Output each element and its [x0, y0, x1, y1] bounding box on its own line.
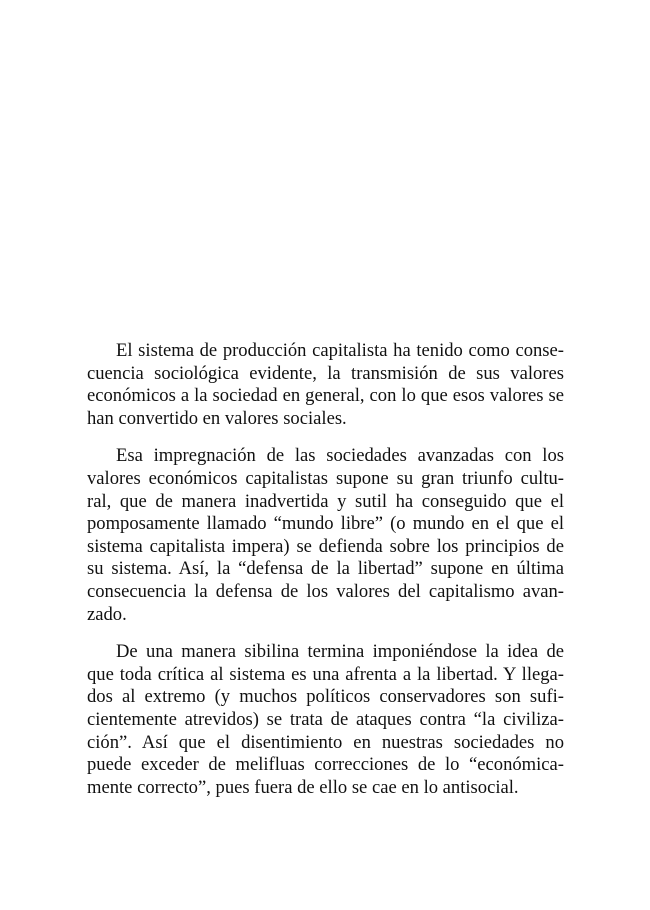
paragraph-3 [87, 641, 564, 799]
text-line: Esa impregnación de las sociedades avanzadas con los [116, 445, 564, 467]
text-line: dos al extremo (y muchos políticos conservadores son sufi- [87, 686, 564, 708]
text-line: sistema capitalista impera) se defienda sobre los principios de [87, 535, 564, 557]
text-line: De una manera sibilina termina imponiéndose la idea de [116, 641, 564, 663]
paragraph-2 [87, 445, 564, 626]
text-line: su sistema. Así, la “defensa de la libertad” supone en última [87, 558, 564, 580]
text-line: valores económicos capitalistas supone su gran triunfo cultu- [87, 467, 564, 489]
text-line: pomposamente llamado “mundo libre” (o mundo en el que el [87, 513, 564, 535]
text-line: El sistema de producción capitalista ha tenido como conse- [116, 340, 564, 361]
text-line: mente correcto”, pues fuera de ello se cae en lo antisocial. [87, 776, 519, 798]
paragraph-1 [87, 340, 564, 430]
text-line: puede exceder de melifluas correcciones de lo “económica- [87, 754, 564, 776]
text-line: ral, que de manera inadvertida y sutil ha conseguido que el [87, 490, 564, 512]
text-line: consecuencia la defensa de los valores del capitalismo avan- [87, 580, 564, 602]
text-line: cuencia sociológica evidente, la transmisión de sus valores [87, 362, 564, 384]
text-line: han convertido en valores sociales. [87, 407, 347, 429]
text-line: que toda crítica al sistema es una afrenta a la libertad. Y llega- [87, 663, 564, 685]
body-text [87, 340, 564, 814]
text-line: económicos a la sociedad en general, con lo que esos valores se [87, 385, 564, 407]
text-line: cientemente atrevidos) se trata de ataques contra “la civiliza- [87, 708, 564, 730]
text-line: ción”. Así que el disentimiento en nuestras sociedades no [87, 731, 564, 753]
text-line: zado. [87, 603, 127, 625]
